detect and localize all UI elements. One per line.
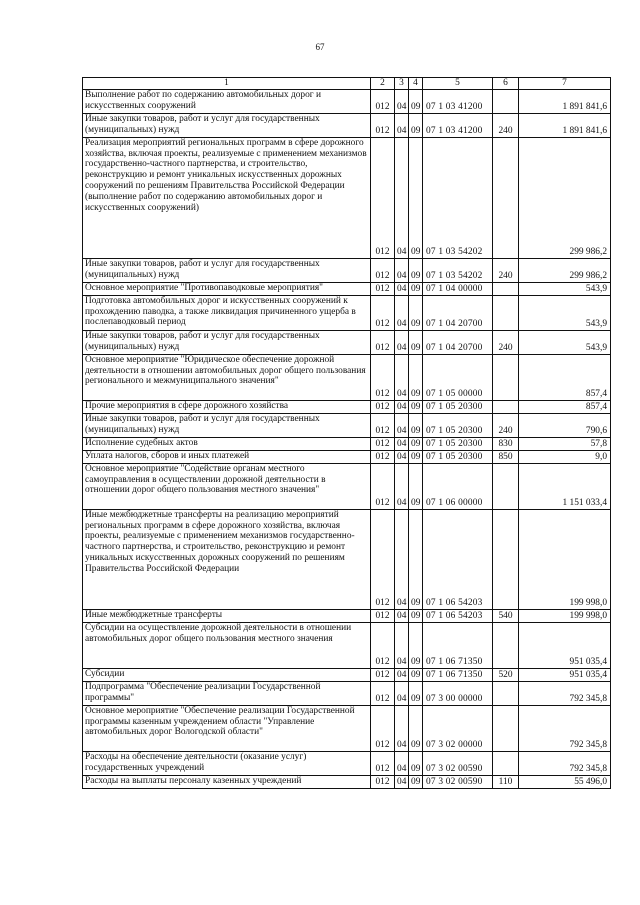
table-row [83,413,611,437]
table-row [83,330,611,354]
row-gr-cell: 012 [371,681,395,705]
table-row [83,775,611,788]
table-header-row [83,78,611,90]
row-gr-cell: 012 [371,354,395,400]
row-csr-cell: 07 1 03 54202 [423,258,493,282]
row-sum-cell: 951 035,4 [519,622,611,668]
row-sum-cell: 1 891 841,6 [519,113,611,137]
row-gr-cell: 012 [371,463,395,509]
row-csr-cell: 07 1 05 20300 [423,413,493,437]
row-sum-cell: 792 345,8 [519,751,611,775]
row-rz-cell: 04 [395,258,409,282]
row-name-cell: Исполнение судебных актов [83,437,371,450]
row-gr-cell: 012 [371,413,395,437]
row-rz-cell: 04 [395,137,409,258]
row-csr-cell: 07 1 06 00000 [423,463,493,509]
row-name-cell: Иные закупки товаров, работ и услуг для государственных (муниципальных) нужд [83,413,371,437]
row-vr-cell [493,89,519,113]
row-pr-cell: 09 [409,775,423,788]
row-rz-cell: 04 [395,609,409,622]
row-sum-cell: 199 998,0 [519,509,611,609]
table-row [83,258,611,282]
row-gr-cell: 012 [371,295,395,330]
row-vr-cell [493,509,519,609]
row-rz-cell: 04 [395,354,409,400]
row-vr-cell [493,137,519,258]
row-name-cell: Расходы на обеспечение деятельности (оказание услуг) государственных учреждений [83,751,371,775]
table-row [83,668,611,681]
row-vr-cell: 850 [493,450,519,463]
table-row [83,751,611,775]
row-rz-cell: 04 [395,89,409,113]
table-row [83,437,611,450]
row-pr-cell: 09 [409,89,423,113]
table-row [83,609,611,622]
row-gr-cell: 012 [371,751,395,775]
row-pr-cell: 09 [409,609,423,622]
row-csr-cell: 07 3 02 00000 [423,705,493,751]
row-gr-cell: 012 [371,113,395,137]
row-vr-cell [493,295,519,330]
table-row [83,450,611,463]
row-vr-cell: 240 [493,330,519,354]
row-name-cell: Иные закупки товаров, работ и услуг для государственных (муниципальных) нужд [83,330,371,354]
row-csr-cell: 07 1 04 00000 [423,282,493,295]
row-vr-cell: 240 [493,113,519,137]
column-header: 7 [519,78,611,90]
table-row [83,137,611,258]
row-sum-cell: 543,9 [519,330,611,354]
row-sum-cell: 543,9 [519,295,611,330]
table-row [83,509,611,609]
row-rz-cell: 04 [395,330,409,354]
row-gr-cell: 012 [371,437,395,450]
row-rz-cell: 04 [395,437,409,450]
row-rz-cell: 04 [395,295,409,330]
row-csr-cell: 07 1 03 54202 [423,137,493,258]
row-name-cell: Расходы на выплаты персоналу казенных учреждений [83,775,371,788]
row-name-cell: Основное мероприятие "Юридическое обеспечение дорожной деятельности в отношении автомобильных дорог общего пользования регионального и межмуниципального значения" [83,354,371,400]
table-row [83,113,611,137]
page-number: 67 [315,42,325,52]
column-header: 1 [83,78,371,90]
row-csr-cell: 07 1 04 20700 [423,295,493,330]
row-name-cell: Иные межбюджетные трансферты на реализацию мероприятий региональных программ в сфере дорожного хозяйства, включая проекты, реализуемые с применением механизмов государственно-частного партнерства, и строительство, реконструкцию и ремонт уникальных искусственных дорожных сооружений по решениям Правительства Российской Федерации [83,509,371,609]
row-rz-cell: 04 [395,705,409,751]
row-pr-cell: 09 [409,295,423,330]
row-gr-cell: 012 [371,282,395,295]
row-csr-cell: 07 1 05 20300 [423,450,493,463]
row-csr-cell: 07 1 05 20300 [423,400,493,413]
row-sum-cell: 951 035,4 [519,668,611,681]
row-gr-cell: 012 [371,400,395,413]
row-sum-cell: 857,4 [519,354,611,400]
row-sum-cell: 55 496,0 [519,775,611,788]
row-sum-cell: 792 345,8 [519,705,611,751]
row-rz-cell: 04 [395,622,409,668]
row-pr-cell: 09 [409,622,423,668]
row-pr-cell: 09 [409,681,423,705]
row-sum-cell: 199 998,0 [519,609,611,622]
row-rz-cell: 04 [395,775,409,788]
row-csr-cell: 07 1 06 54203 [423,509,493,609]
row-rz-cell: 04 [395,509,409,609]
row-gr-cell: 012 [371,450,395,463]
row-pr-cell: 09 [409,509,423,609]
row-gr-cell: 012 [371,622,395,668]
row-pr-cell: 09 [409,113,423,137]
row-csr-cell: 07 1 04 20700 [423,330,493,354]
row-sum-cell: 9,0 [519,450,611,463]
row-pr-cell: 09 [409,705,423,751]
row-csr-cell: 07 1 06 54203 [423,609,493,622]
row-name-cell: Подготовка автомобильных дорог и искусственных сооружений к прохождению паводка, а также ликвидация причиненного ущерба в послепаводковый период [83,295,371,330]
row-gr-cell: 012 [371,705,395,751]
row-vr-cell: 520 [493,668,519,681]
row-rz-cell: 04 [395,113,409,137]
row-csr-cell: 07 1 05 20300 [423,437,493,450]
row-name-cell: Иные закупки товаров, работ и услуг для государственных (муниципальных) нужд [83,113,371,137]
row-csr-cell: 07 1 06 71350 [423,622,493,668]
row-sum-cell: 57,8 [519,437,611,450]
row-name-cell: Основное мероприятие "Противопаводковые мероприятия" [83,282,371,295]
row-vr-cell: 240 [493,258,519,282]
column-header: 6 [493,78,519,90]
row-name-cell: Основное мероприятие "Содействие органам местного самоуправления в осуществлении дорожной деятельности в отношении дорог общего пользования местного значения" [83,463,371,509]
row-rz-cell: 04 [395,400,409,413]
row-pr-cell: 09 [409,282,423,295]
row-vr-cell [493,622,519,668]
row-csr-cell: 07 1 05 00000 [423,354,493,400]
row-gr-cell: 012 [371,609,395,622]
row-pr-cell: 09 [409,413,423,437]
row-pr-cell: 09 [409,437,423,450]
row-rz-cell: 04 [395,282,409,295]
row-sum-cell: 1 151 033,4 [519,463,611,509]
table-row [83,463,611,509]
row-rz-cell: 04 [395,681,409,705]
row-rz-cell: 04 [395,463,409,509]
row-vr-cell [493,705,519,751]
column-header: 4 [409,78,423,90]
row-vr-cell [493,354,519,400]
row-vr-cell: 110 [493,775,519,788]
row-vr-cell: 240 [493,413,519,437]
column-header: 3 [395,78,409,90]
row-csr-cell: 07 3 02 00590 [423,775,493,788]
row-vr-cell [493,400,519,413]
table-row [83,400,611,413]
table-row [83,295,611,330]
row-pr-cell: 09 [409,258,423,282]
row-vr-cell [493,681,519,705]
row-rz-cell: 04 [395,668,409,681]
row-pr-cell: 09 [409,668,423,681]
row-rz-cell: 04 [395,450,409,463]
row-csr-cell: 07 3 00 00000 [423,681,493,705]
row-gr-cell: 012 [371,137,395,258]
row-csr-cell: 07 3 02 00590 [423,751,493,775]
row-vr-cell [493,751,519,775]
row-sum-cell: 299 986,2 [519,137,611,258]
row-pr-cell: 09 [409,400,423,413]
row-vr-cell [493,463,519,509]
row-rz-cell: 04 [395,413,409,437]
row-pr-cell: 09 [409,137,423,258]
table-row [83,705,611,751]
row-sum-cell: 790,6 [519,413,611,437]
row-sum-cell: 792 345,8 [519,681,611,705]
row-vr-cell: 540 [493,609,519,622]
table-row [83,89,611,113]
row-vr-cell: 830 [493,437,519,450]
row-sum-cell: 857,4 [519,400,611,413]
row-sum-cell: 299 986,2 [519,258,611,282]
row-csr-cell: 07 1 03 41200 [423,113,493,137]
row-name-cell: Прочие мероприятия в сфере дорожного хозяйства [83,400,371,413]
row-name-cell: Иные закупки товаров, работ и услуг для государственных (муниципальных) нужд [83,258,371,282]
row-gr-cell: 012 [371,775,395,788]
row-csr-cell: 07 1 06 71350 [423,668,493,681]
row-gr-cell: 012 [371,258,395,282]
row-name-cell: Уплата налогов, сборов и иных платежей [83,450,371,463]
table-row [83,354,611,400]
row-name-cell: Субсидии на осуществление дорожной деятельности в отношении автомобильных дорог общего пользования местного значения [83,622,371,668]
row-sum-cell: 543,9 [519,282,611,295]
table-row [83,681,611,705]
row-gr-cell: 012 [371,89,395,113]
row-pr-cell: 09 [409,330,423,354]
row-sum-cell: 1 891 841,6 [519,89,611,113]
row-pr-cell: 09 [409,751,423,775]
table-body [83,89,611,788]
row-name-cell: Реализация мероприятий региональных программ в сфере дорожного хозяйства, включая проекты, реализуемые с применением механизмов государственно-частного партнерства, и строительство, реконструкцию и ремонт уникальных искусственных дорожных сооружений по решениям Правительства Российской Федерации (выполнение работ по содержанию автомобильных дорог и искусственных сооружений) [83,137,371,258]
row-name-cell: Подпрограмма "Обеспечение реализации Государственной программы" [83,681,371,705]
column-header: 2 [371,78,395,90]
column-header: 5 [423,78,493,90]
row-pr-cell: 09 [409,450,423,463]
row-name-cell: Иные межбюджетные трансферты [83,609,371,622]
table-row [83,282,611,295]
row-name-cell: Субсидии [83,668,371,681]
table-row [83,622,611,668]
budget-table [82,77,611,789]
row-gr-cell: 012 [371,330,395,354]
row-name-cell: Выполнение работ по содержанию автомобильных дорог и искусственных сооружений [83,89,371,113]
row-vr-cell [493,282,519,295]
row-gr-cell: 012 [371,668,395,681]
row-pr-cell: 09 [409,354,423,400]
row-csr-cell: 07 1 03 41200 [423,89,493,113]
row-gr-cell: 012 [371,509,395,609]
row-pr-cell: 09 [409,463,423,509]
row-rz-cell: 04 [395,751,409,775]
row-name-cell: Основное мероприятие "Обеспечение реализации Государственной программы казенным учреждением области "Управление автомобильных дорог Вологодской области" [83,705,371,751]
